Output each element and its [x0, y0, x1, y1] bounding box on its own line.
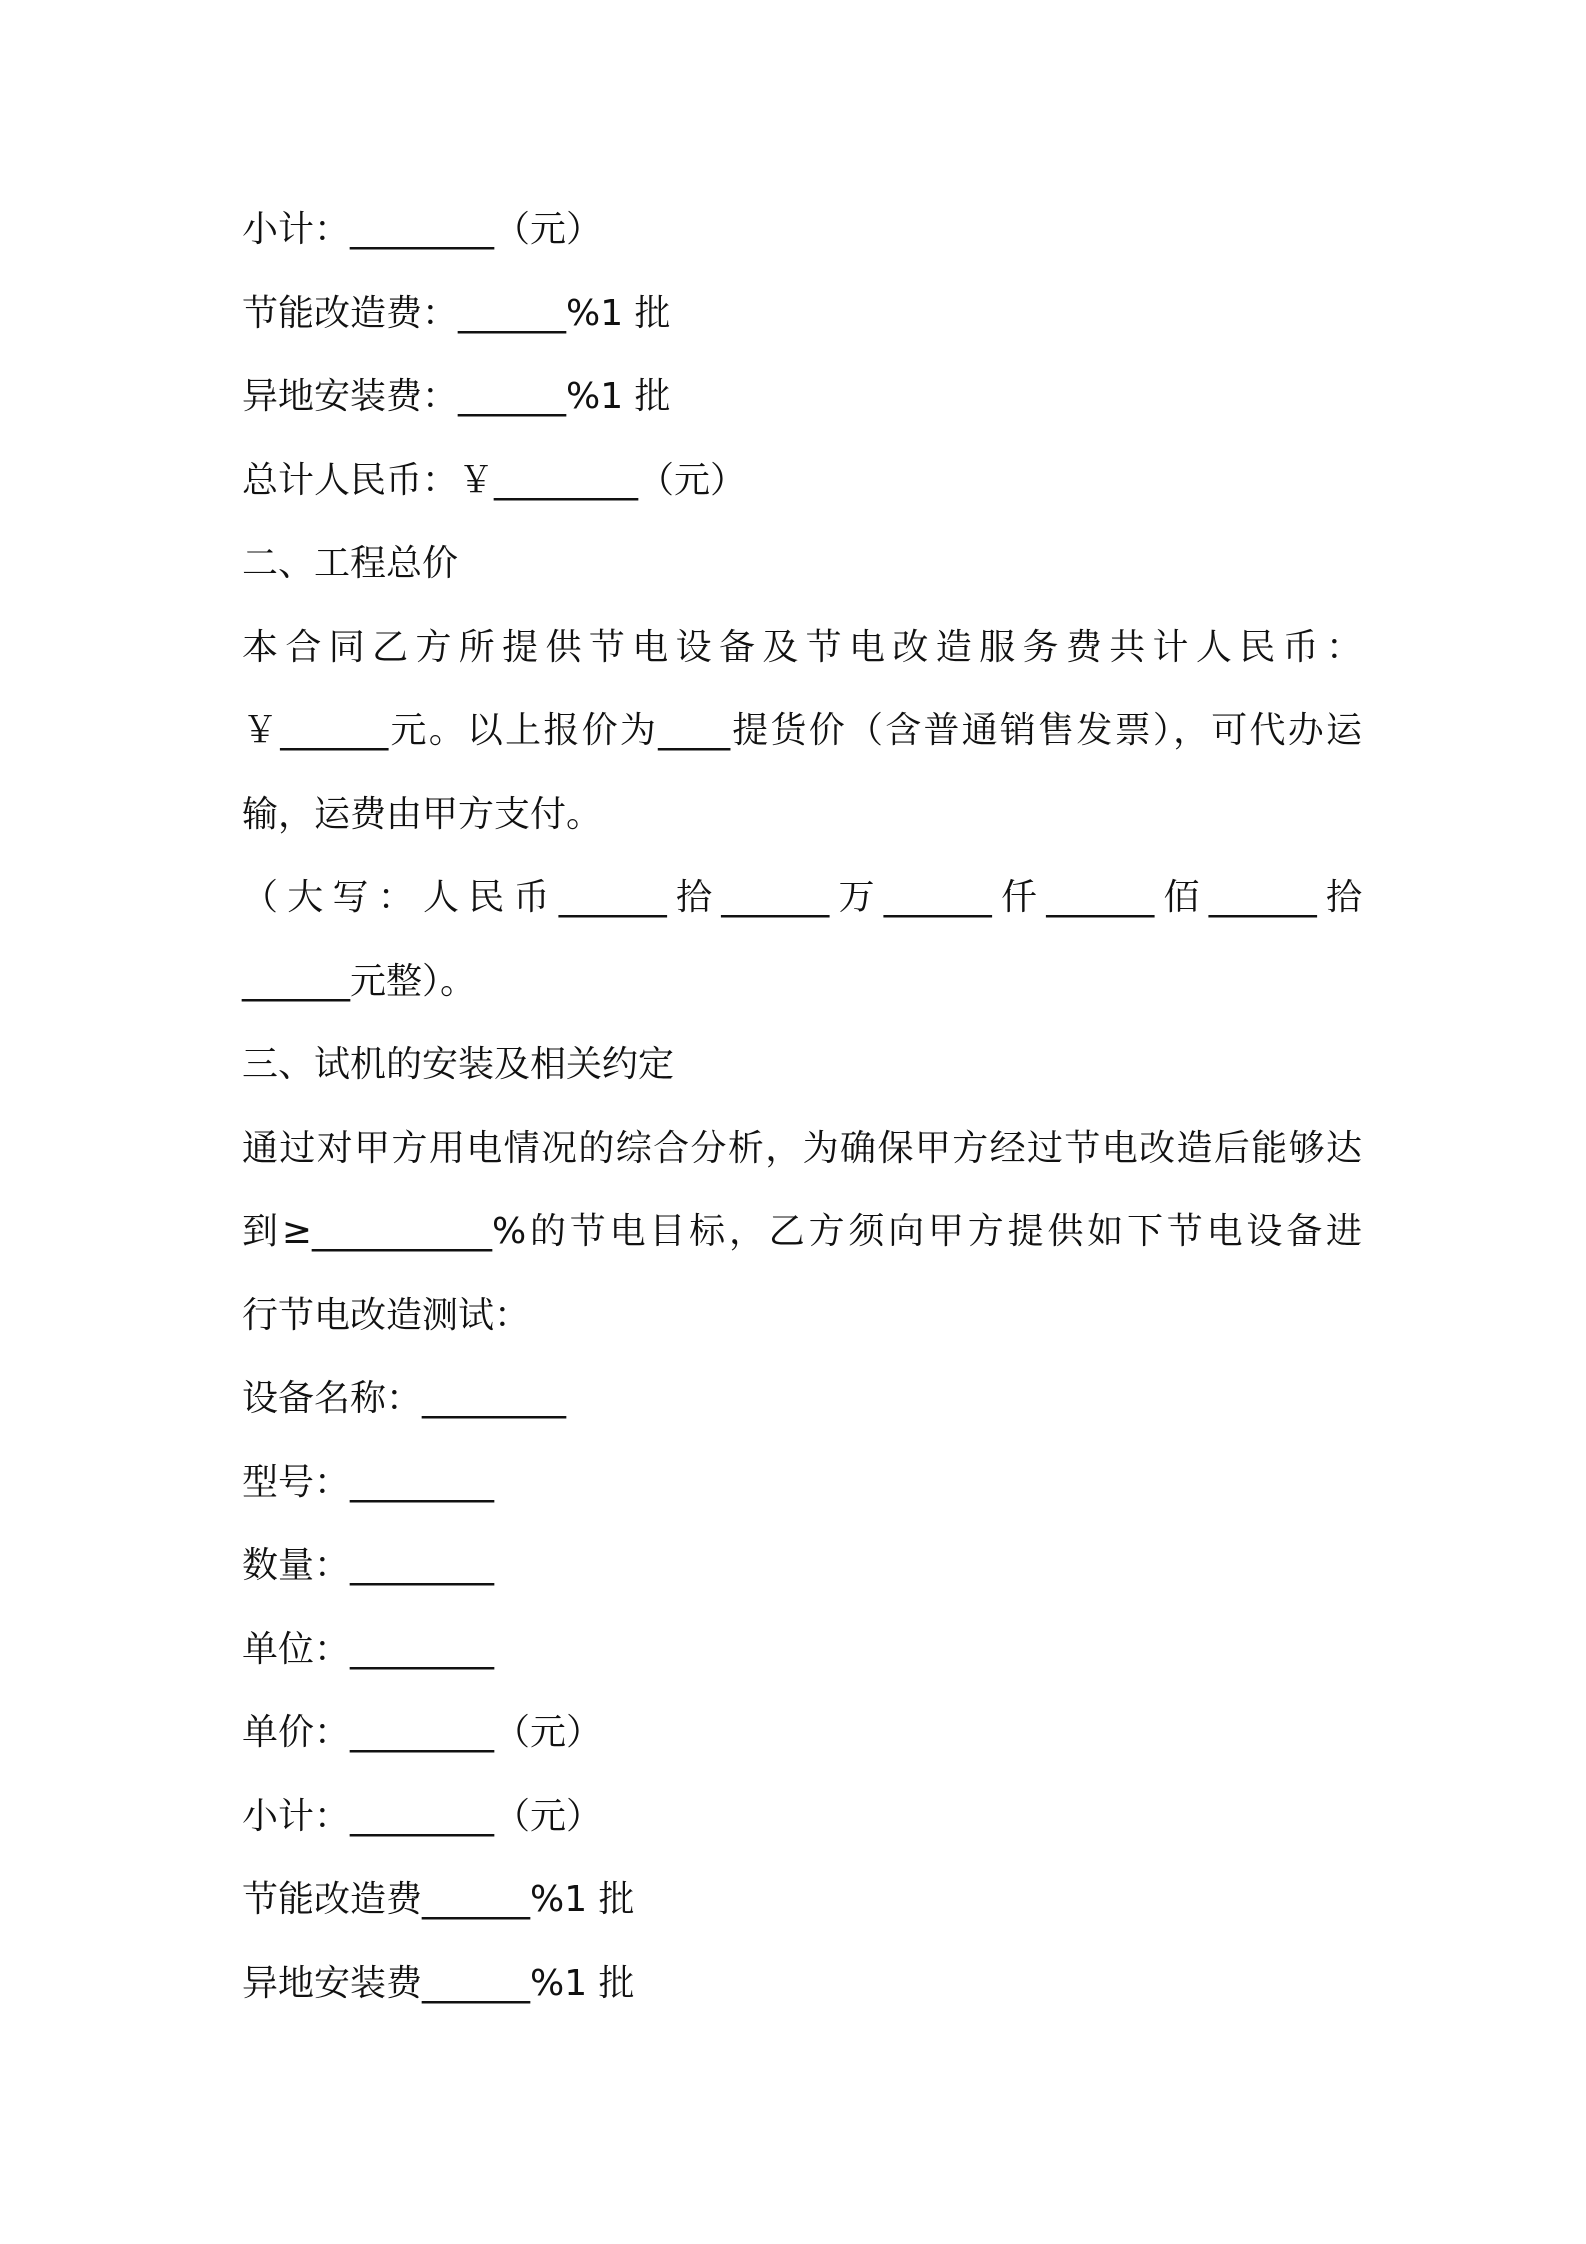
document-body: [242, 200, 1362, 2037]
subtotal-line: 小计：________（元）: [242, 209, 603, 250]
unit-line: 单位：________: [242, 1628, 495, 1670]
total-rmb-line: 总计人民币：￥________（元）: [242, 459, 747, 501]
quantity-line: 数量：________: [242, 1545, 495, 1586]
paragraph-line: 通过对甲方用电情况的综合分析，为确保甲方经过节电改造后能够达: [242, 1127, 1362, 1169]
unit-price-line: 单价：________（元）: [242, 1712, 603, 1753]
amount-in-words-line: （大写：人民币______拾______万______仟______佰______拾: [242, 877, 1362, 918]
subtotal-line: 小计：________（元）: [242, 1795, 603, 1837]
section-heading-trial-installation: 三、试机的安装及相关约定: [242, 1044, 675, 1085]
device-name-line: 设备名称：________: [242, 1378, 567, 1419]
section-heading-project-total: 二、工程总价: [242, 543, 459, 584]
energy-retrofit-fee-line: 节能改造费______%1 批: [242, 1879, 635, 1920]
paragraph-line: 行节电改造测试：: [242, 1294, 531, 1336]
remote-installation-fee-line: 异地安装费______%1 批: [242, 1962, 635, 2004]
model-line: 型号：________: [242, 1461, 495, 1503]
remote-installation-fee-line: 异地安装费：______%1 批: [242, 376, 671, 417]
paragraph-line: 输，运费由甲方支付。: [242, 793, 603, 835]
energy-retrofit-fee-line: 节能改造费：______%1 批: [242, 292, 671, 334]
paragraph-line: ￥______元。以上报价为____提货价（含普通销售发票），可代办运: [242, 710, 1362, 751]
amount-in-words-line: ______元整）。: [242, 960, 477, 1002]
paragraph-line: 本合同乙方所提供节电设备及节电改造服务费共计人民币：: [242, 626, 1362, 668]
paragraph-line: 到≥__________%的节电目标，乙方须向甲方提供如下节电设备进: [242, 1211, 1362, 1252]
